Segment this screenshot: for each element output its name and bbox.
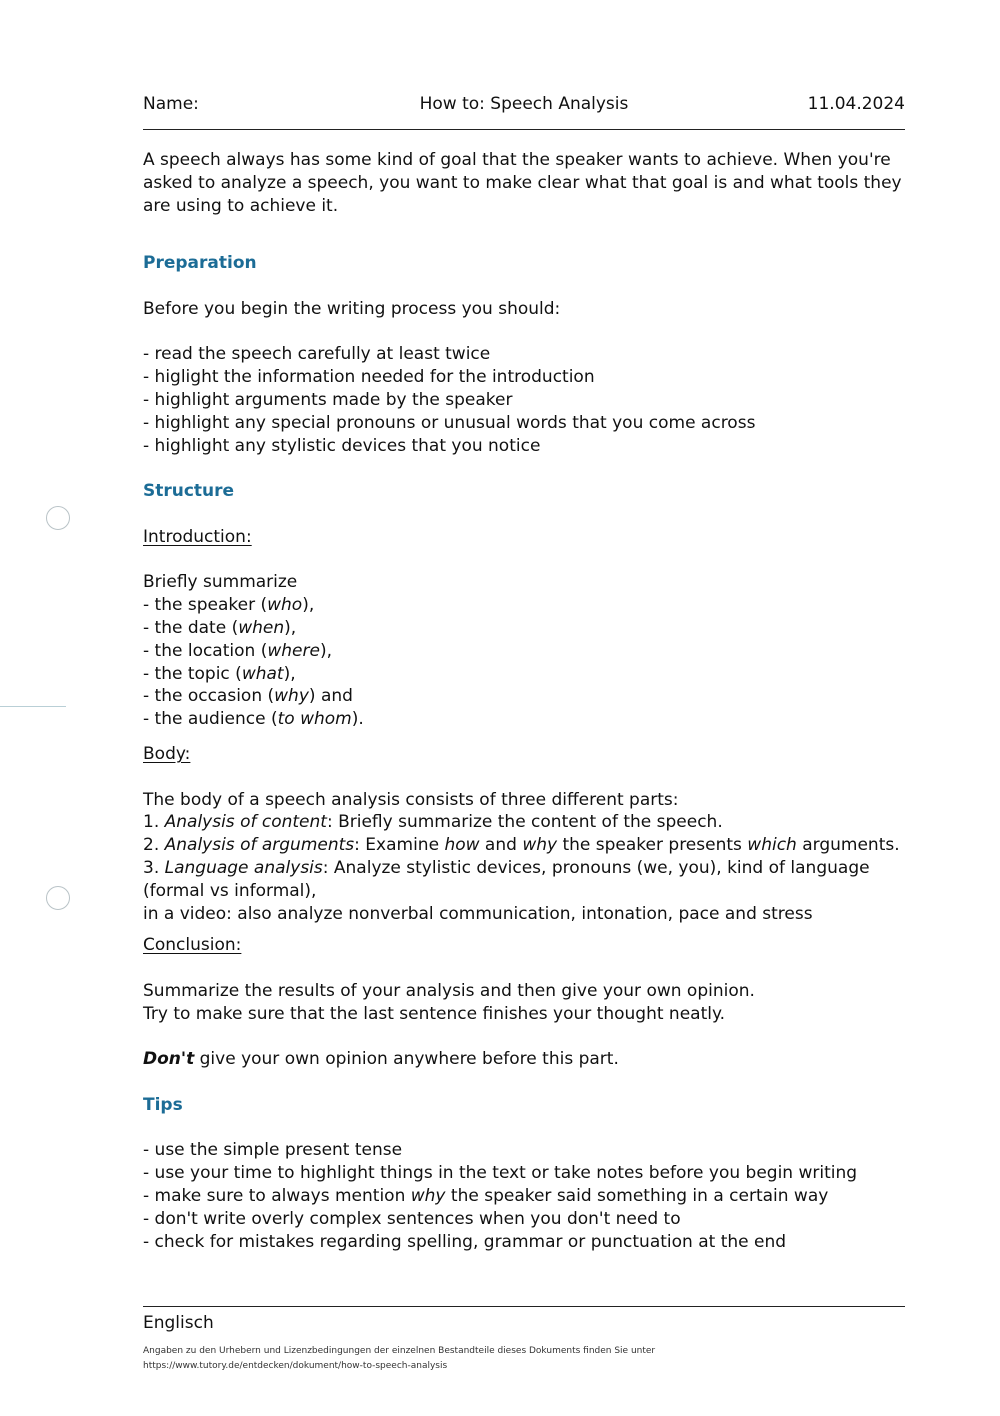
introduction-item: - the speaker (who),	[143, 595, 315, 616]
subheading-body: Body:	[143, 743, 191, 764]
spacer	[143, 957, 913, 980]
spacer	[143, 731, 913, 743]
section-heading-structure: Structure	[143, 481, 235, 502]
document-date: 11.04.2024	[807, 94, 905, 114]
document-title: How to: Speech Analysis	[419, 94, 629, 114]
introduction-item: - the date (when),	[143, 617, 297, 638]
spacer	[143, 549, 913, 572]
tip-item: - check for mistakes regarding spelling, grammar or punctuation at the end	[143, 1231, 787, 1252]
intro-paragraph: A speech always has some kind of goal that the speaker wants to achieve. When you're asked to analyze a speech, you want to make clear what that goal is and what tools they are using to achieve it.	[143, 150, 902, 216]
attribution-text: Angaben zu den Urhebern und Lizenzbedingungen der einzelnen Bestandteile dieses Dokuments finden Sie unter	[143, 1346, 656, 1356]
tip-item: - use the simple present tense	[143, 1140, 403, 1161]
subheading-conclusion: Conclusion:	[143, 935, 242, 956]
page-header	[143, 94, 905, 120]
body-lead: The body of a speech analysis consists of three different parts:	[143, 789, 679, 810]
document-body	[143, 149, 913, 1253]
punch-hole-top	[46, 506, 70, 530]
section-heading-tips: Tips	[143, 1094, 183, 1115]
body-part-arguments: 2. Analysis of arguments: Examine how and why the speaker presents which arguments.	[143, 835, 900, 856]
introduction-item: - the topic (what),	[143, 663, 296, 684]
spacer	[143, 766, 913, 789]
subheading-introduction: Introduction:	[143, 526, 252, 547]
preparation-item: - higlight the information needed for the introduction	[143, 367, 595, 388]
preparation-item: - highlight any stylistic devices that you notice	[143, 435, 541, 456]
spacer	[143, 1025, 913, 1048]
footer-divider	[143, 1306, 905, 1307]
spacer	[143, 1117, 913, 1140]
body-part-content: 1. Analysis of content: Briefly summarize the content of the speech.	[143, 812, 723, 833]
preparation-item: - read the speech carefully at least twice	[143, 344, 491, 365]
preparation-lead: Before you begin the writing process you should:	[143, 298, 561, 319]
spacer	[143, 217, 913, 240]
tip-item: - make sure to always mention why the speaker said something in a certain way	[143, 1186, 829, 1207]
body-part-language: 3. Language analysis: Analyze stylistic devices, pronouns (we, you), kind of language (formal vs informal),	[143, 857, 870, 901]
punch-hole-bottom	[46, 886, 70, 910]
preparation-item: - highlight arguments made by the speaker	[143, 389, 513, 410]
body-video-note: in a video: also analyze nonverbal communication, intonation, pace and stress	[143, 903, 813, 924]
introduction-lead: Briefly summarize	[143, 572, 298, 593]
spacer	[143, 321, 913, 344]
section-heading-preparation: Preparation	[143, 253, 257, 274]
header-divider	[143, 129, 905, 130]
spacer	[143, 503, 913, 526]
preparation-item: - highlight any special pronouns or unusual words that you come across	[143, 412, 756, 433]
spacer	[143, 925, 913, 934]
spacer	[143, 1071, 913, 1094]
tip-item: - use your time to highlight things in the text or take notes before you begin writing	[143, 1163, 858, 1184]
conclusion-warning: Don't give your own opinion anywhere before this part.	[143, 1049, 619, 1070]
footer-subject: Englisch	[143, 1313, 214, 1333]
spacer	[143, 240, 913, 252]
conclusion-line: Try to make sure that the last sentence finishes your thought neatly.	[143, 1003, 726, 1024]
footer-attribution	[143, 1344, 903, 1374]
introduction-item: - the occasion (why) and	[143, 686, 353, 707]
introduction-item: - the audience (to whom).	[143, 709, 364, 730]
spacer	[143, 457, 913, 480]
spacer	[143, 275, 913, 298]
name-label: Name:	[143, 94, 199, 114]
fold-mark	[0, 706, 66, 707]
attribution-link[interactable]: https://www.tutory.de/entdecken/dokument/how-to-speech-analysis	[143, 1361, 448, 1371]
tip-item: - don't write overly complex sentences when you don't need to	[143, 1208, 681, 1229]
introduction-item: - the location (where),	[143, 640, 332, 661]
conclusion-line: Summarize the results of your analysis and then give your own opinion.	[143, 980, 755, 1001]
